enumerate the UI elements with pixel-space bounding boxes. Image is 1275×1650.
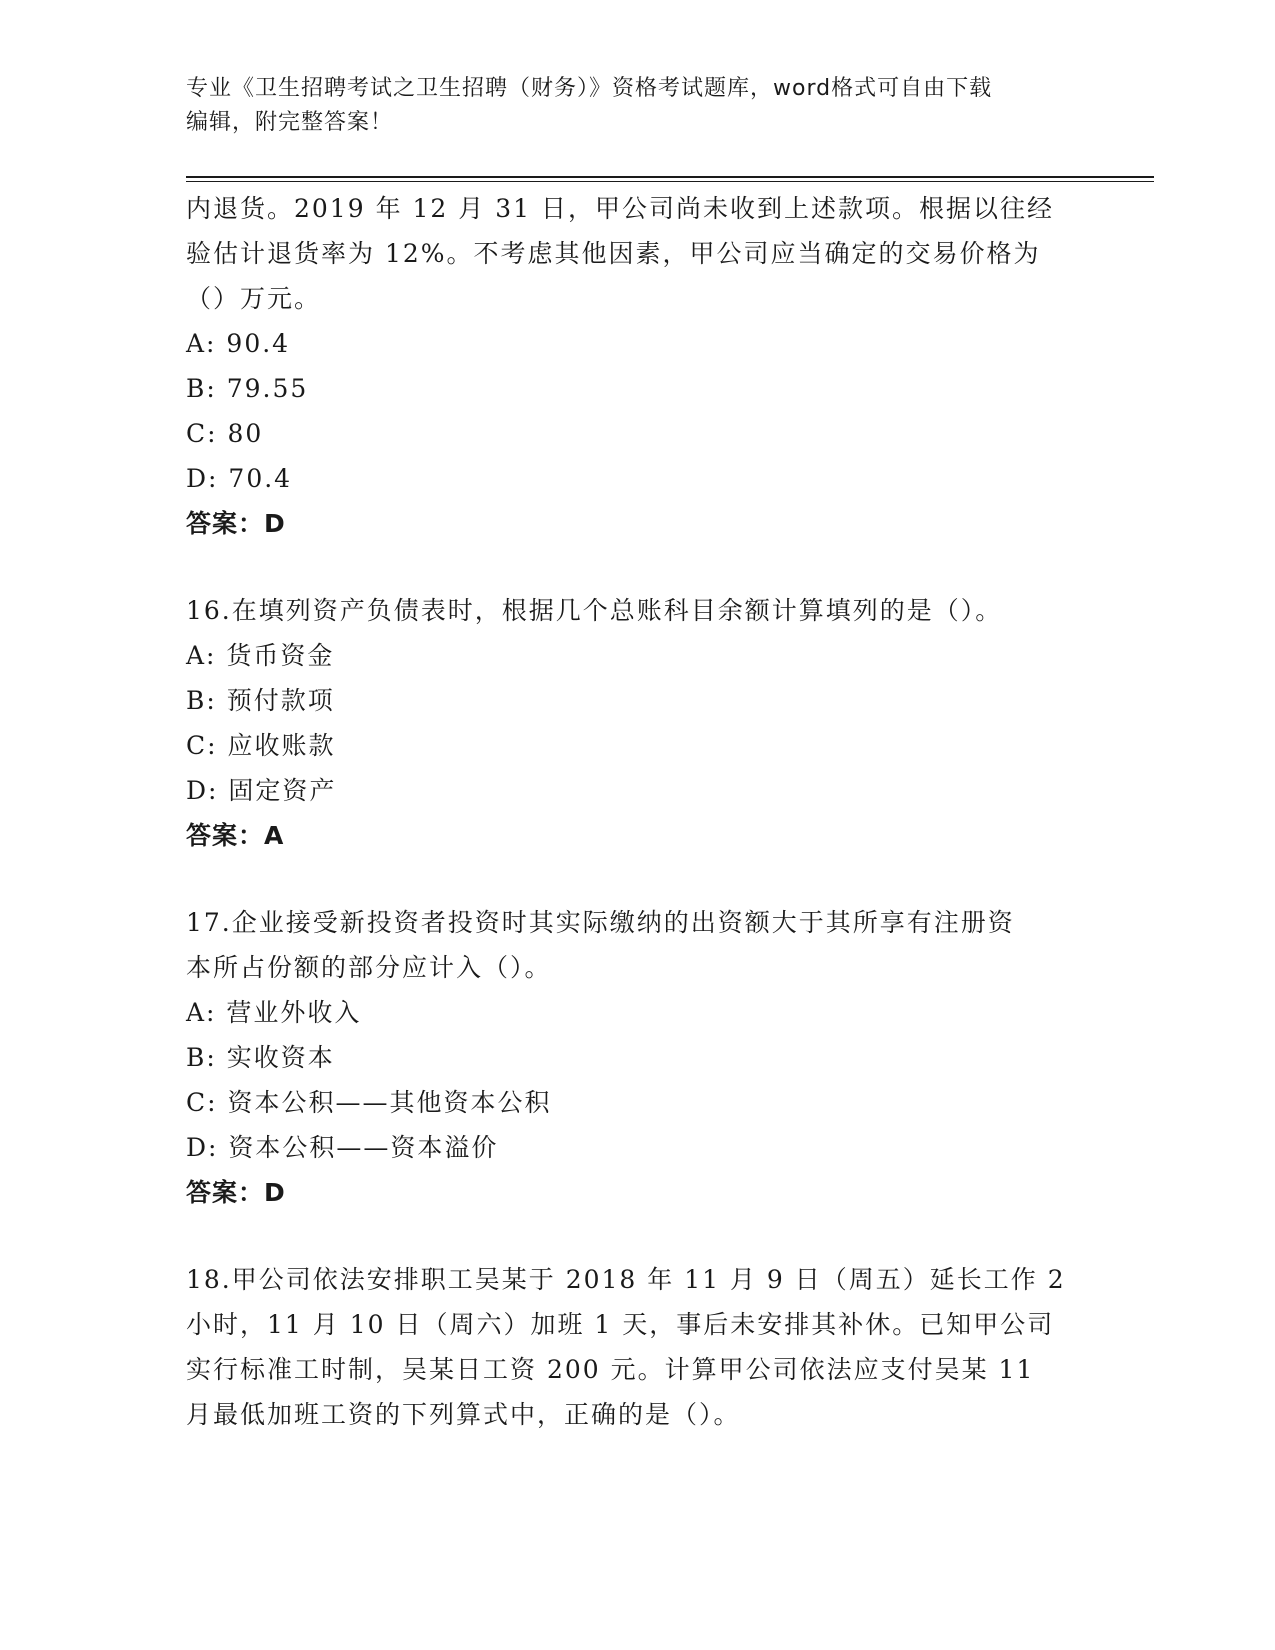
question-stem-line: 实行标准工时制，吴某日工资 200 元。计算甲公司依法应支付吴某 11: [186, 1355, 1035, 1384]
question-stem-line: 月最低加班工资的下列算式中，正确的是（）。: [186, 1400, 741, 1429]
question-stem-line: 16.在填列资产负债表时，根据几个总账科目余额计算填列的是（）。: [186, 596, 1003, 625]
question-stem-line: （）万元。: [186, 284, 322, 313]
spacer: [186, 1215, 1086, 1257]
question-stem-line: 内退货。2019 年 12 月 31 日，甲公司尚未收到上述款项。根据以往经: [186, 194, 1054, 223]
header-line-2: 编辑，附完整答案！: [186, 110, 394, 135]
question-stem-line: 小时，11 月 10 日（周六）加班 1 天，事后未安排其补休。已知甲公司: [186, 1310, 1055, 1339]
header-line-1: 专业《卫生招聘考试之卫生招聘（财务）》资格考试题库，word格式可自由下载: [186, 76, 993, 101]
option-d: D: 固定资产: [186, 776, 337, 805]
header-divider: [186, 176, 1154, 182]
document-header: [186, 72, 1086, 140]
answer-line: 答案：D: [186, 509, 286, 538]
question-15: [186, 186, 1086, 546]
question-stem-line: 本所占份额的部分应计入（）。: [186, 953, 552, 982]
question-stem-line: 验估计退货率为 12%。不考虑其他因素，甲公司应当确定的交易价格为: [186, 239, 1041, 268]
answer-line: 答案：A: [186, 821, 285, 850]
question-stem-line: 17.企业接受新投资者投资时其实际缴纳的出资额大于其所享有注册资: [186, 908, 1015, 937]
question-stem-line: 18.甲公司依法安排职工吴某于 2018 年 11 月 9 日（周五）延长工作 2: [186, 1265, 1066, 1294]
option-a: A: 90.4: [186, 329, 291, 358]
option-c: C: 80: [186, 419, 264, 448]
option-a: A: 货币资金: [186, 641, 335, 670]
option-d: D: 资本公积——资本溢价: [186, 1133, 499, 1162]
spacer: [186, 858, 1086, 900]
question-list: [186, 186, 1086, 1437]
option-a: A: 营业外收入: [186, 998, 362, 1027]
option-c: C: 资本公积——其他资本公积: [186, 1088, 552, 1117]
spacer: [186, 546, 1086, 588]
option-d: D: 70.4: [186, 464, 293, 493]
answer-line: 答案：D: [186, 1178, 286, 1207]
option-c: C: 应收账款: [186, 731, 336, 760]
option-b: B: 79.55: [186, 374, 309, 403]
option-b: B: 预付款项: [186, 686, 335, 715]
question-17: [186, 900, 1086, 1215]
option-b: B: 实收资本: [186, 1043, 335, 1072]
question-18: [186, 1257, 1086, 1437]
question-16: [186, 588, 1086, 858]
